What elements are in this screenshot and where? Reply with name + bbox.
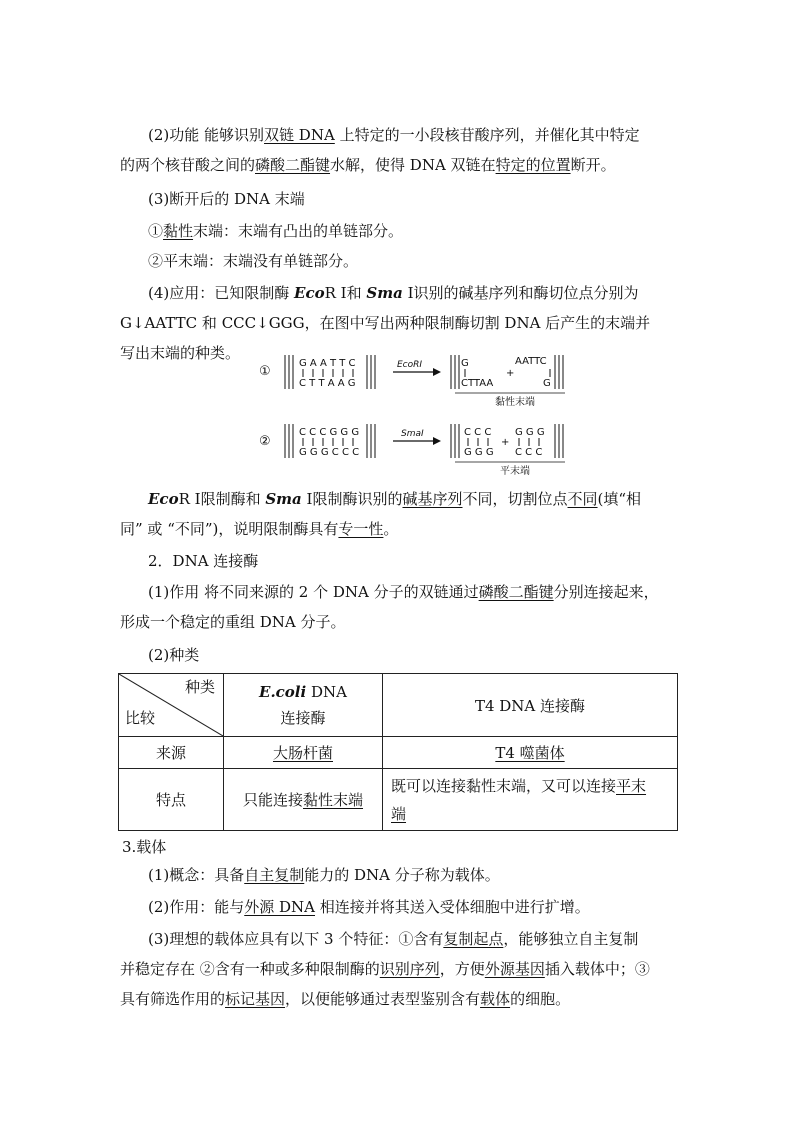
text: 插入载体中；③ xyxy=(544,960,650,978)
text: 既可以连接黏性末端，又可以连接 xyxy=(391,776,617,795)
text: ，能够独立自主复制 xyxy=(503,930,639,948)
conclusion-line2 xyxy=(120,514,680,544)
text: 不同，切割位点 xyxy=(462,490,568,508)
answer-underline: 磷酸二酯键 xyxy=(478,583,554,601)
header-kind: 种类 xyxy=(184,678,215,696)
vector-function xyxy=(120,892,680,922)
row1-left-bottom: CTTAA xyxy=(461,378,494,389)
vector-concept xyxy=(120,860,680,890)
column-t4: T4 DNA 连接酶 xyxy=(383,674,678,737)
cell xyxy=(383,737,678,769)
answer-underline: 双链 DNA xyxy=(264,126,335,144)
blunt-end-line: ②平末端：末端没有单链部分。 xyxy=(148,252,359,270)
text: 只能连接 xyxy=(242,791,303,809)
row2-plus: + xyxy=(501,437,510,448)
vector-heading: 3.载体 xyxy=(122,838,167,856)
row-label: 来源 xyxy=(119,737,224,769)
answer-underline: 平末 xyxy=(616,776,647,795)
row1-number: ① xyxy=(259,364,271,379)
text: 能力的 DNA 分子称为载体。 xyxy=(304,866,500,884)
row2-right-top: G G G xyxy=(515,427,545,438)
application-line3: 写出末端的种类。 xyxy=(120,344,241,362)
table-row xyxy=(119,737,678,769)
vector-features-line3 xyxy=(120,984,680,1014)
ecoli-name: E.coli xyxy=(259,683,307,701)
text: (3)理想的载体应具有以下 3 个特征：①含有 xyxy=(148,930,444,948)
answer-underline: 外源基因 xyxy=(484,960,545,978)
answer-underline: 复制起点 xyxy=(443,930,504,948)
text: R Ⅰ和 xyxy=(324,284,367,302)
text: (2)功能 能够识别 xyxy=(148,126,265,144)
text: 上特定的一小段核苷酸序列，并催化其中特定 xyxy=(334,126,640,144)
row1-plus: + xyxy=(506,368,515,379)
answer-underline: T4 噬菌体 xyxy=(495,744,565,762)
cell xyxy=(224,769,383,831)
answer-underline: 黏性 xyxy=(163,222,194,240)
text: (填“相 xyxy=(597,490,642,508)
text: (2)作用：能与 xyxy=(148,898,245,916)
ends-heading: (3)断开后的 DNA 末端 xyxy=(148,190,305,208)
ligase-heading: 2．DNA 连接酶 xyxy=(148,552,259,570)
row1-right-top: AATTC xyxy=(515,356,547,367)
row2-number: ② xyxy=(259,434,271,449)
text: Ⅰ限制酶识别的 xyxy=(301,490,403,508)
answer-underline: 端 xyxy=(391,804,407,823)
row1-label: 黏性末端 xyxy=(495,397,535,408)
cell xyxy=(224,737,383,769)
application-line2: G↓AATTC 和 CCC↓GGG，在图中写出两种限制酶切割 DNA 后产生的末端并 xyxy=(120,314,651,332)
answer-underline: 磷酸二酯键 xyxy=(255,156,331,174)
restriction-cut-figure xyxy=(255,352,575,477)
conclusion-paragraph xyxy=(120,484,680,514)
row2-top-seq: C C C G G G xyxy=(299,427,360,438)
answer-underline: 专一性 xyxy=(338,520,384,538)
answer-underline: 载体 xyxy=(480,990,511,1008)
enzyme-name: Eco xyxy=(148,490,179,508)
row2-right-bottom: C C C xyxy=(515,447,543,458)
text: 并稳定存在 ②含有一种或多种限制酶的 xyxy=(120,960,380,978)
answer-underline: 自主复制 xyxy=(244,866,305,884)
answer-underline: 不同 xyxy=(567,490,598,508)
row1-top-seq: G A A T T C xyxy=(299,358,356,369)
text: R Ⅰ限制酶和 xyxy=(178,490,266,508)
application-paragraph xyxy=(120,278,680,308)
text: 水解，使得 DNA 双链在 xyxy=(330,156,496,174)
function-paragraph xyxy=(120,120,680,150)
row2-bottom-seq: G G G C C C xyxy=(299,447,360,458)
enzyme-name: Sma xyxy=(366,284,403,302)
text: 连接酶 xyxy=(280,709,326,727)
row2-enzyme: SmaⅠ xyxy=(401,429,424,439)
text: 相连接并将其送入受体细胞中进行扩增。 xyxy=(315,898,590,916)
answer-underline: 大肠杆菌 xyxy=(272,744,333,762)
text: (1)概念：具备 xyxy=(148,866,245,884)
enzyme-name: Eco xyxy=(294,284,325,302)
ligase-comparison-table xyxy=(118,673,678,831)
text: ，方便 xyxy=(439,960,485,978)
row1-right-bottom: G xyxy=(543,378,551,389)
answer-underline: 识别序列 xyxy=(379,960,440,978)
vector-features-line2 xyxy=(120,954,680,984)
ligase-function-paragraph xyxy=(120,577,680,607)
text: Ⅰ识别的碱基序列和酶切位点分别为 xyxy=(402,284,639,302)
row2-left-bottom: G G G xyxy=(464,447,494,458)
text: (1)作用 将不同来源的 2 个 DNA 分子的双链通过 xyxy=(148,583,479,601)
text: 具有筛选作用的 xyxy=(120,990,226,1008)
row2-label: 平末端 xyxy=(500,466,530,477)
row1-left-top: G xyxy=(461,358,469,369)
cell xyxy=(383,769,678,831)
function-paragraph-line2 xyxy=(120,150,680,180)
vector-features xyxy=(120,924,680,954)
text: DNA xyxy=(306,683,347,701)
table-row xyxy=(119,769,678,831)
text: (4)应用：已知限制酶 xyxy=(148,284,295,302)
text: ，以便能够通过表型鉴别含有 xyxy=(285,990,481,1008)
text: ① xyxy=(148,222,164,240)
sticky-end-line xyxy=(120,216,680,246)
answer-underline: 外源 DNA xyxy=(244,898,316,916)
text: 的细胞。 xyxy=(510,990,571,1008)
text: 分别连接起来， xyxy=(553,583,659,601)
row-label: 特点 xyxy=(119,769,224,831)
enzyme-name: Sma xyxy=(265,490,302,508)
table-corner-header xyxy=(119,674,224,737)
row2-left-top: C C C xyxy=(464,427,492,438)
row1-bottom-seq: C T T A A G xyxy=(299,378,356,389)
answer-underline: 黏性末端 xyxy=(303,791,364,809)
row1-enzyme: EcoRⅠ xyxy=(397,360,423,370)
text: 同” 或 “不同”)，说明限制酶具有 xyxy=(120,520,339,538)
text: 的两个核苷酸之间的 xyxy=(120,156,256,174)
answer-underline: 碱基序列 xyxy=(402,490,463,508)
text: 断开。 xyxy=(570,156,616,174)
ligase-types-heading: (2)种类 xyxy=(148,646,200,664)
answer-underline: 标记基因 xyxy=(225,990,286,1008)
text: 。 xyxy=(383,520,399,538)
ligase-function-line2: 形成一个稳定的重组 DNA 分子。 xyxy=(120,613,346,631)
text: 末端：末端有凸出的单链部分。 xyxy=(193,222,404,240)
header-compare: 比较 xyxy=(125,709,156,727)
column-ecoli xyxy=(224,674,383,737)
answer-underline: 特定的位置 xyxy=(495,156,571,174)
